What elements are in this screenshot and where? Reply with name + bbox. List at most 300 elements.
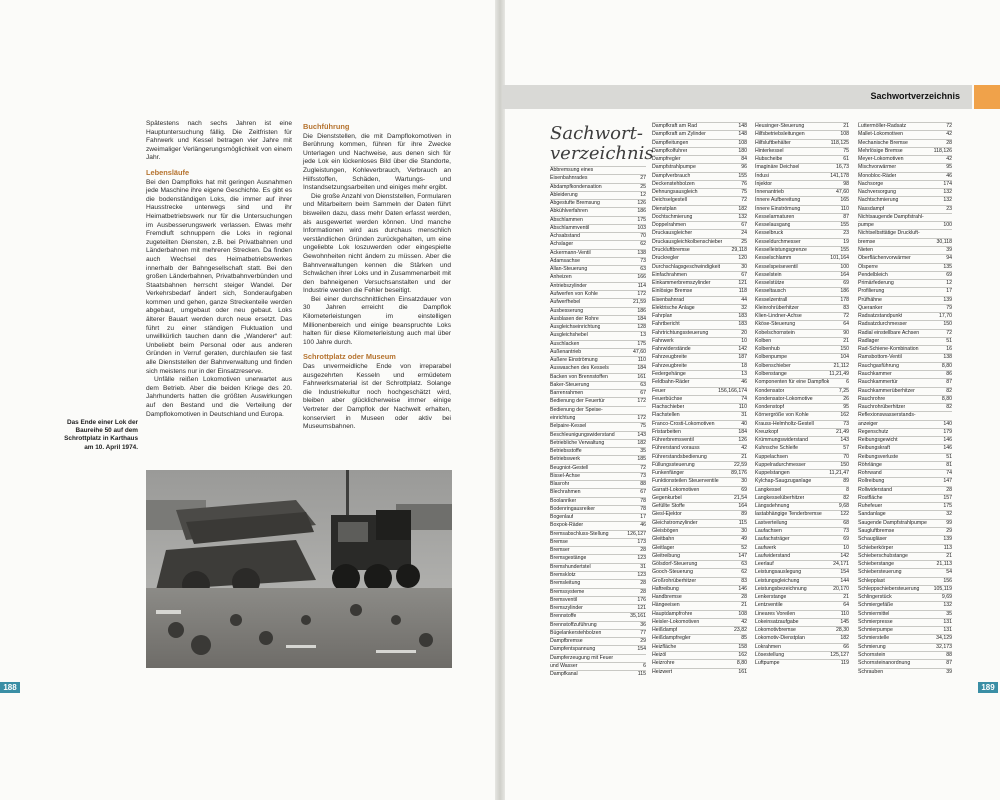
index-page-ref: 114 — [637, 282, 646, 289]
index-entry — [550, 166, 646, 174]
index-term: Fahrtrichtungssteuerung — [652, 329, 709, 336]
index-entry — [858, 428, 952, 436]
index-entry — [858, 254, 952, 262]
index-page-ref: 154 — [840, 569, 849, 576]
index-entry — [755, 279, 849, 287]
index-entry — [550, 224, 646, 232]
index-entry — [652, 552, 747, 560]
index-term: Boolanriker — [550, 497, 577, 504]
index-term: Dampfregler — [652, 156, 681, 163]
index-term: Langkessel — [755, 486, 782, 493]
index-page-ref: 126,127 — [627, 530, 646, 537]
index-term: Einfachrahmen — [652, 271, 687, 278]
index-page-ref: 110 — [738, 404, 747, 411]
index-entry — [755, 362, 849, 370]
index-entry — [755, 403, 849, 411]
index-term: Bremssysteme — [550, 588, 585, 595]
left-column-b — [303, 123, 451, 432]
index-entry — [755, 519, 849, 527]
index-term: Antriebszylinder — [550, 282, 587, 289]
index-page-ref: 72 — [843, 313, 849, 320]
index-entry — [550, 629, 646, 637]
index-entry — [858, 370, 952, 378]
index-entry — [550, 406, 646, 414]
index-term: Bogenlauf — [550, 514, 574, 521]
index-page-ref: 26 — [843, 395, 849, 402]
index-page-ref: 30 — [741, 528, 747, 535]
paragraph-buchfuehrung-2: Die große Anzahl von Dienststellen, Formularen und Mitarbeitern beim Sammeln der Daten führt bisweilen dazu, dass mehr Daten erfasst werden, als ausgewertet werden können. Und manche Informationen wird aus durchaus menschlich verständlichen Gründen zurückgehalten, um eine ungeliebte Lok loszuwerden oder eingespielte Gewohnheiten nicht ändern zu müssen. Aber die Bahnverwaltungen kennen die Stärken und Schwächen ihrer Loks und in Zusammenarbeit mit den bahneigenen Versuchsanstalten und der Industrie werden die Fehler beseitigt. — [303, 192, 452, 295]
index-page-ref: 155 — [840, 222, 849, 229]
index-entry — [652, 130, 747, 138]
index-page-ref: 75 — [640, 423, 646, 430]
index-page-ref: 28 — [946, 139, 952, 146]
index-term: Bremsgestänge — [550, 555, 587, 562]
index-entry — [550, 662, 646, 670]
index-page-ref: 73 — [640, 472, 646, 479]
index-entry — [550, 480, 646, 488]
index-entry — [550, 497, 646, 505]
index-term: Luftpumpe — [755, 660, 780, 667]
index-entry — [550, 447, 646, 455]
index-page-ref: 25 — [741, 238, 747, 245]
index-term: Dampfleitungen — [652, 139, 689, 146]
index-term: Großrohrüberhitzer — [652, 577, 697, 584]
index-page-ref: 175 — [637, 216, 646, 223]
index-term: Laufwiderstand — [755, 552, 791, 559]
index-term: Primärfederung — [858, 280, 894, 287]
index-entry — [858, 477, 952, 485]
index-entry — [858, 345, 952, 353]
index-page-ref: 84 — [741, 156, 747, 163]
index-term: Bissel-Achse — [550, 472, 580, 479]
index-entry — [550, 439, 646, 447]
index-entry — [652, 601, 747, 609]
index-page-ref: 135 — [943, 263, 952, 270]
index-entry — [858, 378, 952, 386]
index-title-line-1: Sachwort- — [550, 123, 643, 144]
index-page-ref: 184 — [637, 365, 646, 372]
index-entry — [858, 601, 952, 609]
index-page-ref: 110 — [840, 205, 849, 212]
index-entry — [652, 378, 747, 386]
index-page-ref: 132 — [943, 189, 952, 196]
index-entry — [755, 552, 849, 560]
index-entry — [858, 552, 952, 560]
paragraph-buchfuehrung: Die Dienststellen, die mit Dampflokomotiven in Berührung kommen, führen für ihre Zwecke Unterlagen und Nachweise, aus denen sich für jede Lok ein lückenloses Bild über die Standorte, Zugleistungen, Kohleverbrauch, Verbrauch an Hilfsstoffen, Schäden, Wartungs- und Instandsetzungsarbeiten und einiges mehr ergibt. — [303, 132, 451, 192]
index-term: Lineares Voreilen — [755, 610, 796, 617]
index-term: Anheizen — [550, 274, 572, 281]
index-term: Blechrahmen — [550, 489, 581, 496]
index-term: Lokomotiv-Dienstplan — [755, 635, 805, 642]
index-page-ref: 141,178 — [830, 172, 849, 179]
index-entry — [858, 510, 952, 518]
index-term: Führerstandsbedienung — [652, 453, 707, 460]
index-page-ref: 90 — [843, 329, 849, 336]
index-page-ref: 184 — [637, 315, 646, 322]
index-entry — [550, 464, 646, 472]
index-term: Schrauben — [858, 668, 884, 675]
index-term: Dampferzeugung mit Feuer — [550, 654, 614, 661]
index-term: Ausblasen der Rohre — [550, 315, 599, 322]
index-entry — [755, 304, 849, 312]
index-term: Feuerbüchse — [652, 395, 683, 402]
index-entry — [755, 271, 849, 279]
index-page-ref — [950, 412, 952, 419]
index-term: Handbremse — [652, 594, 682, 601]
index-page-ref: 150 — [840, 346, 849, 353]
index-page-ref: 74 — [946, 470, 952, 477]
index-page-ref: 21,49 — [836, 428, 849, 435]
index-term: Feldbahn-Räder — [652, 379, 690, 386]
index-term: Heizrohre — [652, 660, 675, 667]
index-entry — [652, 205, 747, 213]
index-page-ref: 78 — [640, 497, 646, 504]
index-page-ref: 23 — [946, 205, 952, 212]
index-entry — [550, 191, 646, 199]
index-term: Rollwiderstand — [858, 486, 893, 493]
index-page-ref: 17,70 — [939, 313, 952, 320]
gutter — [495, 0, 505, 800]
index-page-ref: 10 — [741, 337, 747, 344]
index-term: Prüfhähne — [858, 296, 882, 303]
index-page-ref: 73 — [843, 420, 849, 427]
index-entry — [550, 538, 646, 546]
index-term: Feuer — [652, 387, 666, 394]
index-page-ref: 22,59 — [734, 461, 747, 468]
index-entry — [858, 453, 952, 461]
index-page-ref: 29,118 — [731, 246, 747, 253]
index-page-ref: 67 — [640, 489, 646, 496]
index-entry — [858, 196, 952, 204]
index-page-ref: 72 — [946, 123, 952, 129]
index-page-ref: 73 — [843, 528, 849, 535]
index-page-ref: 132 — [738, 213, 747, 220]
index-page-ref: 21,59 — [633, 299, 646, 306]
index-entry — [652, 296, 747, 304]
index-entry — [858, 436, 952, 444]
index-term: Saugluftbremse — [858, 528, 895, 535]
index-term: Aufwerfen von Kohle — [550, 290, 598, 297]
index-term: Backen von Brennstoffen — [550, 373, 608, 380]
index-entry — [652, 362, 747, 370]
index-entry — [652, 287, 747, 295]
index-term: Boxpok-Räder — [550, 522, 584, 529]
index-page-ref: 186 — [637, 307, 646, 314]
index-entry — [652, 279, 747, 287]
index-entry — [755, 577, 849, 585]
index-entry — [858, 395, 952, 403]
index-term: Bremsleitung — [550, 580, 581, 587]
index-entry — [755, 370, 849, 378]
index-term: Blasrohr — [550, 481, 570, 488]
index-term: Kolben — [755, 337, 772, 344]
index-page-ref: 122 — [840, 511, 849, 518]
index-page-ref: 21 — [843, 594, 849, 601]
index-term: Lokomotivbremse — [755, 627, 796, 634]
index-page-ref: 108 — [738, 139, 747, 146]
index-page-ref: 140 — [943, 420, 952, 427]
index-page-ref: 8 — [846, 486, 849, 493]
index-entry — [550, 273, 646, 281]
index-page-ref: 36 — [640, 621, 646, 628]
index-page-ref: 57 — [843, 445, 849, 452]
index-entry — [652, 668, 747, 676]
index-term: Flachstellen — [652, 412, 680, 419]
index-page-ref: 10 — [843, 544, 849, 551]
index-term: Federgehänge — [652, 370, 686, 377]
index-entry — [550, 298, 646, 306]
index-entry — [550, 621, 646, 629]
index-term: Belpaire-Kessel — [550, 423, 587, 430]
header-accent — [974, 85, 1000, 109]
index-entry — [652, 651, 747, 659]
index-entry — [755, 147, 849, 155]
index-entry — [858, 329, 952, 337]
index-term: Radsatzdurchmesser — [858, 321, 908, 328]
index-term: Leistungsauslegung — [755, 569, 802, 576]
index-term: Nachtschmierung — [858, 197, 899, 204]
index-page-ref: 21 — [946, 552, 952, 559]
index-entry — [858, 527, 952, 535]
index-term: Laufwerk — [755, 544, 777, 551]
index-entry — [652, 172, 747, 180]
index-entry — [652, 345, 747, 353]
index-entry — [858, 585, 952, 593]
index-page-ref: 132 — [943, 602, 952, 609]
index-term: Ramsbottom-Ventil — [858, 354, 902, 361]
index-term: Bedienung der Speise- — [550, 406, 603, 413]
index-page-ref: 145 — [840, 618, 849, 625]
index-term: Abkühlverfahren — [550, 208, 588, 215]
index-entry — [652, 453, 747, 461]
index-page-ref: 61 — [843, 156, 849, 163]
index-term: Kesseldurchmesser — [755, 238, 801, 245]
index-entry — [550, 340, 646, 348]
index-term: Dampfstrahlpumpe — [652, 164, 696, 171]
index-term: Ausgleichseinrichtung — [550, 324, 601, 331]
index-term: Aufwerfhebel — [550, 299, 581, 306]
index-term: Kolbenstange — [755, 370, 787, 377]
index-page-ref: 32,173 — [936, 643, 952, 650]
index-term: Druckausgleichkolbenschieber — [652, 238, 723, 245]
index-entry — [652, 337, 747, 345]
index-page-ref: 126 — [738, 437, 747, 444]
index-page-ref: 175 — [637, 340, 646, 347]
index-page-ref: 142 — [738, 346, 747, 353]
index-entry — [550, 546, 646, 554]
index-term: Dampfentspannung — [550, 646, 596, 653]
index-term: Rauchrohrüberhitzer — [858, 404, 906, 411]
index-entry — [858, 188, 952, 196]
index-term: Leistungsgleichung — [755, 577, 800, 584]
index-page-ref: 143 — [637, 431, 646, 438]
index-entry — [652, 486, 747, 494]
index-page-ref: 150 — [840, 461, 849, 468]
index-term: Klien-Lindner-Achse — [755, 313, 802, 320]
index-term: Kreuzkopf — [755, 428, 779, 435]
index-term: Sandanlage — [858, 511, 886, 518]
index-entry — [858, 180, 952, 188]
index-entry — [550, 645, 646, 653]
index-title — [550, 124, 654, 164]
index-page-ref: 72 — [741, 197, 747, 204]
index-term: Kesselschlamm — [755, 255, 792, 262]
index-entry — [755, 411, 849, 419]
index-entry — [858, 444, 952, 452]
index-term: Gleitreibung — [652, 552, 680, 559]
index-entry — [858, 519, 952, 527]
index-page-ref: 20,170 — [833, 585, 849, 592]
index-entry — [755, 626, 849, 634]
index-page-ref: 100 — [943, 222, 952, 229]
index-term: Saugende Dampfstrahlpumpe — [858, 519, 927, 526]
index-entry — [755, 221, 849, 229]
index-term: Dochtschmierung — [652, 213, 693, 220]
index-entry — [858, 271, 952, 279]
index-term: Monobloc-Räder — [858, 172, 897, 179]
index-column-1 — [550, 166, 646, 678]
index-term: Queranker — [858, 304, 883, 311]
index-page-ref: 46 — [640, 522, 646, 529]
index-term: Druckausgleicher — [652, 230, 693, 237]
index-page-ref: 21 — [741, 453, 747, 460]
index-term: Hauptdampfrohre — [652, 610, 693, 617]
index-term: Nachversorgung — [858, 189, 897, 196]
index-page-ref: 115 — [637, 671, 646, 678]
index-entry — [858, 610, 952, 618]
index-entry — [652, 180, 747, 188]
index-page-ref: 156 — [943, 577, 952, 584]
index-page-ref: 131 — [943, 627, 952, 634]
index-entry — [755, 651, 849, 659]
index-entry — [755, 486, 849, 494]
index-page-ref: 24 — [741, 230, 747, 237]
index-entry — [858, 387, 952, 395]
index-term: Pendelbleich — [858, 271, 888, 278]
index-entry — [755, 560, 849, 568]
index-page-ref: 21 — [741, 602, 747, 609]
index-page-ref: 13 — [741, 370, 747, 377]
index-entry — [755, 461, 849, 469]
index-term: Innenantrieb — [755, 189, 784, 196]
index-entry — [550, 290, 646, 298]
index-entry — [755, 213, 849, 221]
index-entry — [858, 420, 952, 428]
index-term: Kuhnsche Schleife — [755, 445, 798, 452]
index-page-ref: 29 — [640, 638, 646, 645]
index-page-ref: 138 — [637, 249, 646, 256]
index-term: Bügelankerstehbolzen — [550, 629, 602, 636]
index-term: Bremshundertstel — [550, 563, 591, 570]
index-entry — [652, 560, 747, 568]
index-page-ref: 35 — [946, 610, 952, 617]
index-term: Krümmungswiderstand — [755, 437, 809, 444]
index-term: Schmierstelle — [858, 635, 890, 642]
index-page-ref: 154 — [637, 646, 646, 653]
index-page-ref: 172 — [637, 398, 646, 405]
index-page-ref: 83 — [741, 577, 747, 584]
index-entry — [755, 320, 849, 328]
index-page-ref: 21 — [843, 123, 849, 129]
index-term: Heizfläche — [652, 643, 677, 650]
index-entry — [858, 411, 952, 419]
index-entry — [652, 147, 747, 155]
index-term: Nichtsaugende Dampfstrahl- — [858, 213, 924, 220]
index-entry — [550, 488, 646, 496]
index-page-ref: 69 — [741, 486, 747, 493]
index-term: Gefüllte Stoffe — [652, 503, 685, 510]
index-entry — [858, 155, 952, 163]
index-term: Reibungskraft — [858, 445, 891, 452]
index-page-ref: 115 — [738, 519, 747, 526]
index-page-ref: 78 — [640, 505, 646, 512]
index-page-ref: 148 — [738, 131, 747, 138]
index-page-ref: 118,126 — [933, 147, 952, 154]
index-term: Schornstein — [858, 652, 886, 658]
index-entry — [652, 510, 747, 518]
index-entry — [755, 395, 849, 403]
index-term: Reibungsverluste — [858, 453, 899, 460]
index-term: Garratt-Lokomotiven — [652, 486, 700, 493]
index-column-3 — [755, 122, 849, 668]
index-page-ref: 175 — [943, 503, 952, 510]
index-term: Allan-Steuerung — [550, 266, 588, 273]
index-page-ref: 183 — [738, 321, 747, 328]
index-entry — [652, 461, 747, 469]
index-page-ref: 17 — [640, 514, 646, 521]
index-page-ref: 28 — [640, 588, 646, 595]
index-page-ref: 8,80 — [736, 660, 747, 667]
index-page-ref: 46 — [741, 379, 747, 386]
index-page-ref — [644, 167, 646, 174]
index-entry — [550, 505, 646, 513]
index-page-ref: 118,125 — [830, 139, 849, 146]
index-entry — [550, 579, 646, 587]
index-entry — [550, 455, 646, 463]
index-term: Kköse-Steuerung — [755, 321, 796, 328]
index-term: Ölsperre — [858, 263, 878, 270]
index-page-ref — [950, 214, 952, 221]
index-page-ref: 186 — [840, 288, 849, 295]
index-term: Abgestufte Bremsung — [550, 200, 600, 207]
index-page-ref: 161 — [637, 373, 646, 380]
index-entry — [755, 585, 849, 593]
index-term: Dampfkolfuhrer — [652, 147, 688, 154]
index-page-ref: 28 — [741, 594, 747, 601]
index-page-ref: 21,112 — [833, 362, 849, 369]
index-entry — [550, 588, 646, 596]
index-page-ref: 75 — [843, 147, 849, 154]
index-term: Führerstand vorauss — [652, 445, 700, 452]
index-page-ref: 79 — [946, 304, 952, 311]
index-page-ref: 162 — [840, 412, 849, 419]
index-entry — [858, 122, 952, 130]
index-term: bremse — [858, 238, 876, 245]
index-entry — [550, 563, 646, 571]
index-term: Franco-Crosti-Lokomotiven — [652, 420, 715, 427]
index-page-ref: 47,60 — [836, 189, 849, 196]
index-entry — [858, 362, 952, 370]
index-page-ref: 182 — [637, 439, 646, 446]
index-entry — [652, 535, 747, 543]
index-term: Schieberschubstange — [858, 552, 908, 559]
index-entry — [858, 229, 952, 237]
index-entry — [755, 172, 849, 180]
index-entry — [858, 659, 952, 667]
index-page-ref: 156,166,174 — [718, 387, 747, 394]
index-entry — [755, 196, 849, 204]
index-page-ref: 98 — [843, 180, 849, 187]
